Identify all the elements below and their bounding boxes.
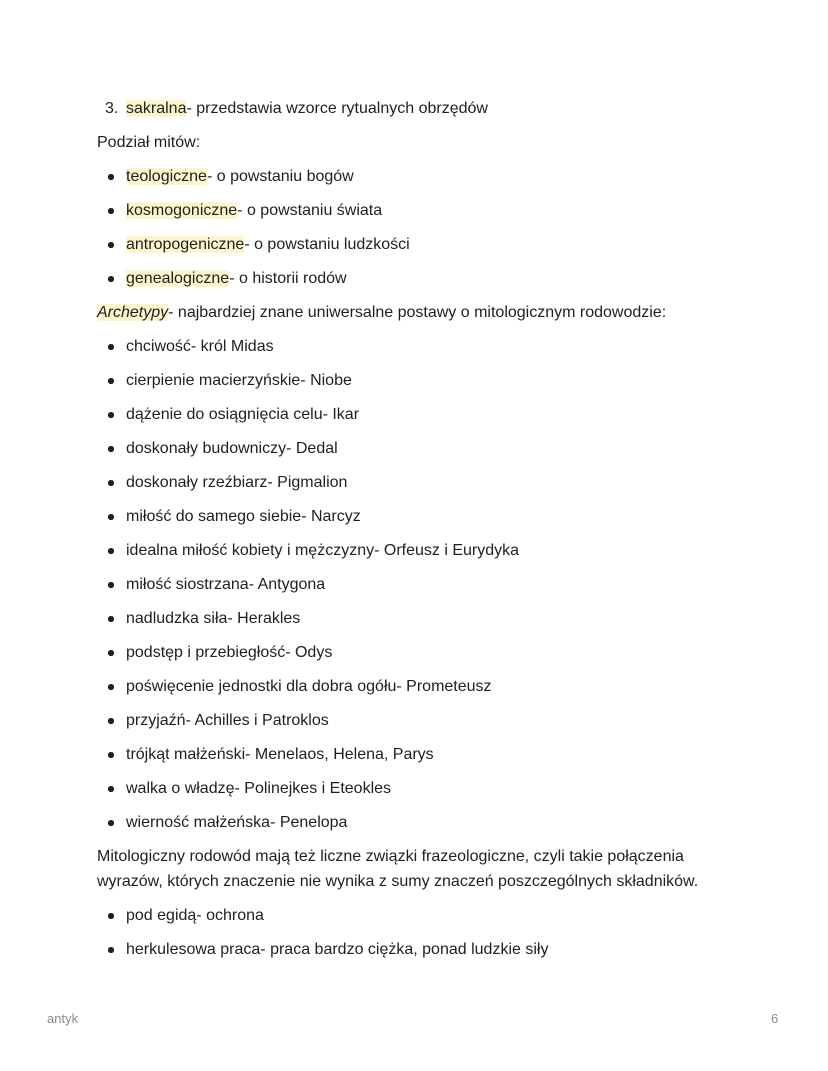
list-item: miłość do samego siebie- Narcyz bbox=[97, 504, 737, 529]
list-item: doskonały rzeźbiarz- Pigmalion bbox=[97, 470, 737, 495]
term-description: - o powstaniu świata bbox=[237, 202, 383, 219]
highlighted-term: antropogeniczne bbox=[126, 236, 245, 253]
list-item bbox=[97, 232, 737, 257]
list-item bbox=[97, 164, 737, 189]
list-item: miłość siostrzana- Antygona bbox=[97, 572, 737, 597]
list-item: herkulesowa praca- praca bardzo ciężka, ponad ludzkie siły bbox=[97, 937, 737, 962]
highlighted-term: genealogiczne bbox=[126, 270, 230, 287]
list-number: 3. bbox=[105, 100, 119, 117]
list-item-sacral bbox=[97, 96, 737, 121]
page-content bbox=[97, 96, 737, 971]
list-item bbox=[97, 198, 737, 223]
term-description: - o historii rodów bbox=[229, 270, 347, 287]
division-list bbox=[97, 164, 737, 291]
phraseology-paragraph bbox=[97, 844, 737, 894]
highlighted-term: teologiczne bbox=[126, 168, 207, 185]
list-item: nadludzka siła- Herakles bbox=[97, 606, 737, 631]
list-item: doskonały budowniczy- Dedal bbox=[97, 436, 737, 461]
highlighted-term: kosmogoniczne bbox=[126, 202, 238, 219]
term-description: - o powstaniu bogów bbox=[206, 168, 354, 185]
archetypes-paragraph bbox=[97, 300, 737, 325]
division-heading: Podział mitów: bbox=[97, 134, 201, 151]
list-item bbox=[97, 266, 737, 291]
list-item: pod egidą- ochrona bbox=[97, 903, 737, 928]
list-item: dążenie do osiągnięcia celu- Ikar bbox=[97, 402, 737, 427]
list-item: walka o władzę- Polinejkes i Eteokles bbox=[97, 776, 737, 801]
footer-section-title: antyk bbox=[47, 1011, 79, 1026]
list-item: cierpienie macierzyńskie- Niobe bbox=[97, 368, 737, 393]
archetypes-description: - najbardziej znane uniwersalne postawy o mitologicznym rodowodzie: bbox=[168, 304, 667, 321]
archetype-list bbox=[97, 334, 737, 835]
list-item: przyjaźń- Achilles i Patroklos bbox=[97, 708, 737, 733]
list-item: podstęp i przebiegłość- Odys bbox=[97, 640, 737, 665]
list-item: chciwość- król Midas bbox=[97, 334, 737, 359]
paragraph-line: wyrazów, których znaczenie nie wynika z sumy znaczeń poszczególnych składników. bbox=[97, 873, 699, 890]
term-description: - przedstawia wzorce rytualnych obrzędów bbox=[186, 100, 488, 117]
list-item: idealna miłość kobiety i mężczyzny- Orfeusz i Eurydyka bbox=[97, 538, 737, 563]
phrase-list bbox=[97, 903, 737, 962]
highlighted-term: Archetypy bbox=[97, 304, 169, 321]
page-number: 6 bbox=[771, 1011, 779, 1026]
list-item: trójkąt małżeński- Menelaos, Helena, Parys bbox=[97, 742, 737, 767]
list-item: wierność małżeńska- Penelopa bbox=[97, 810, 737, 835]
highlighted-term: sakralna bbox=[126, 100, 187, 117]
term-description: - o powstaniu ludzkości bbox=[244, 236, 410, 253]
list-item: poświęcenie jednostki dla dobra ogółu- Prometeusz bbox=[97, 674, 737, 699]
paragraph-line: Mitologiczny rodowód mają też liczne związki frazeologiczne, czyli takie połączenia bbox=[97, 848, 684, 865]
